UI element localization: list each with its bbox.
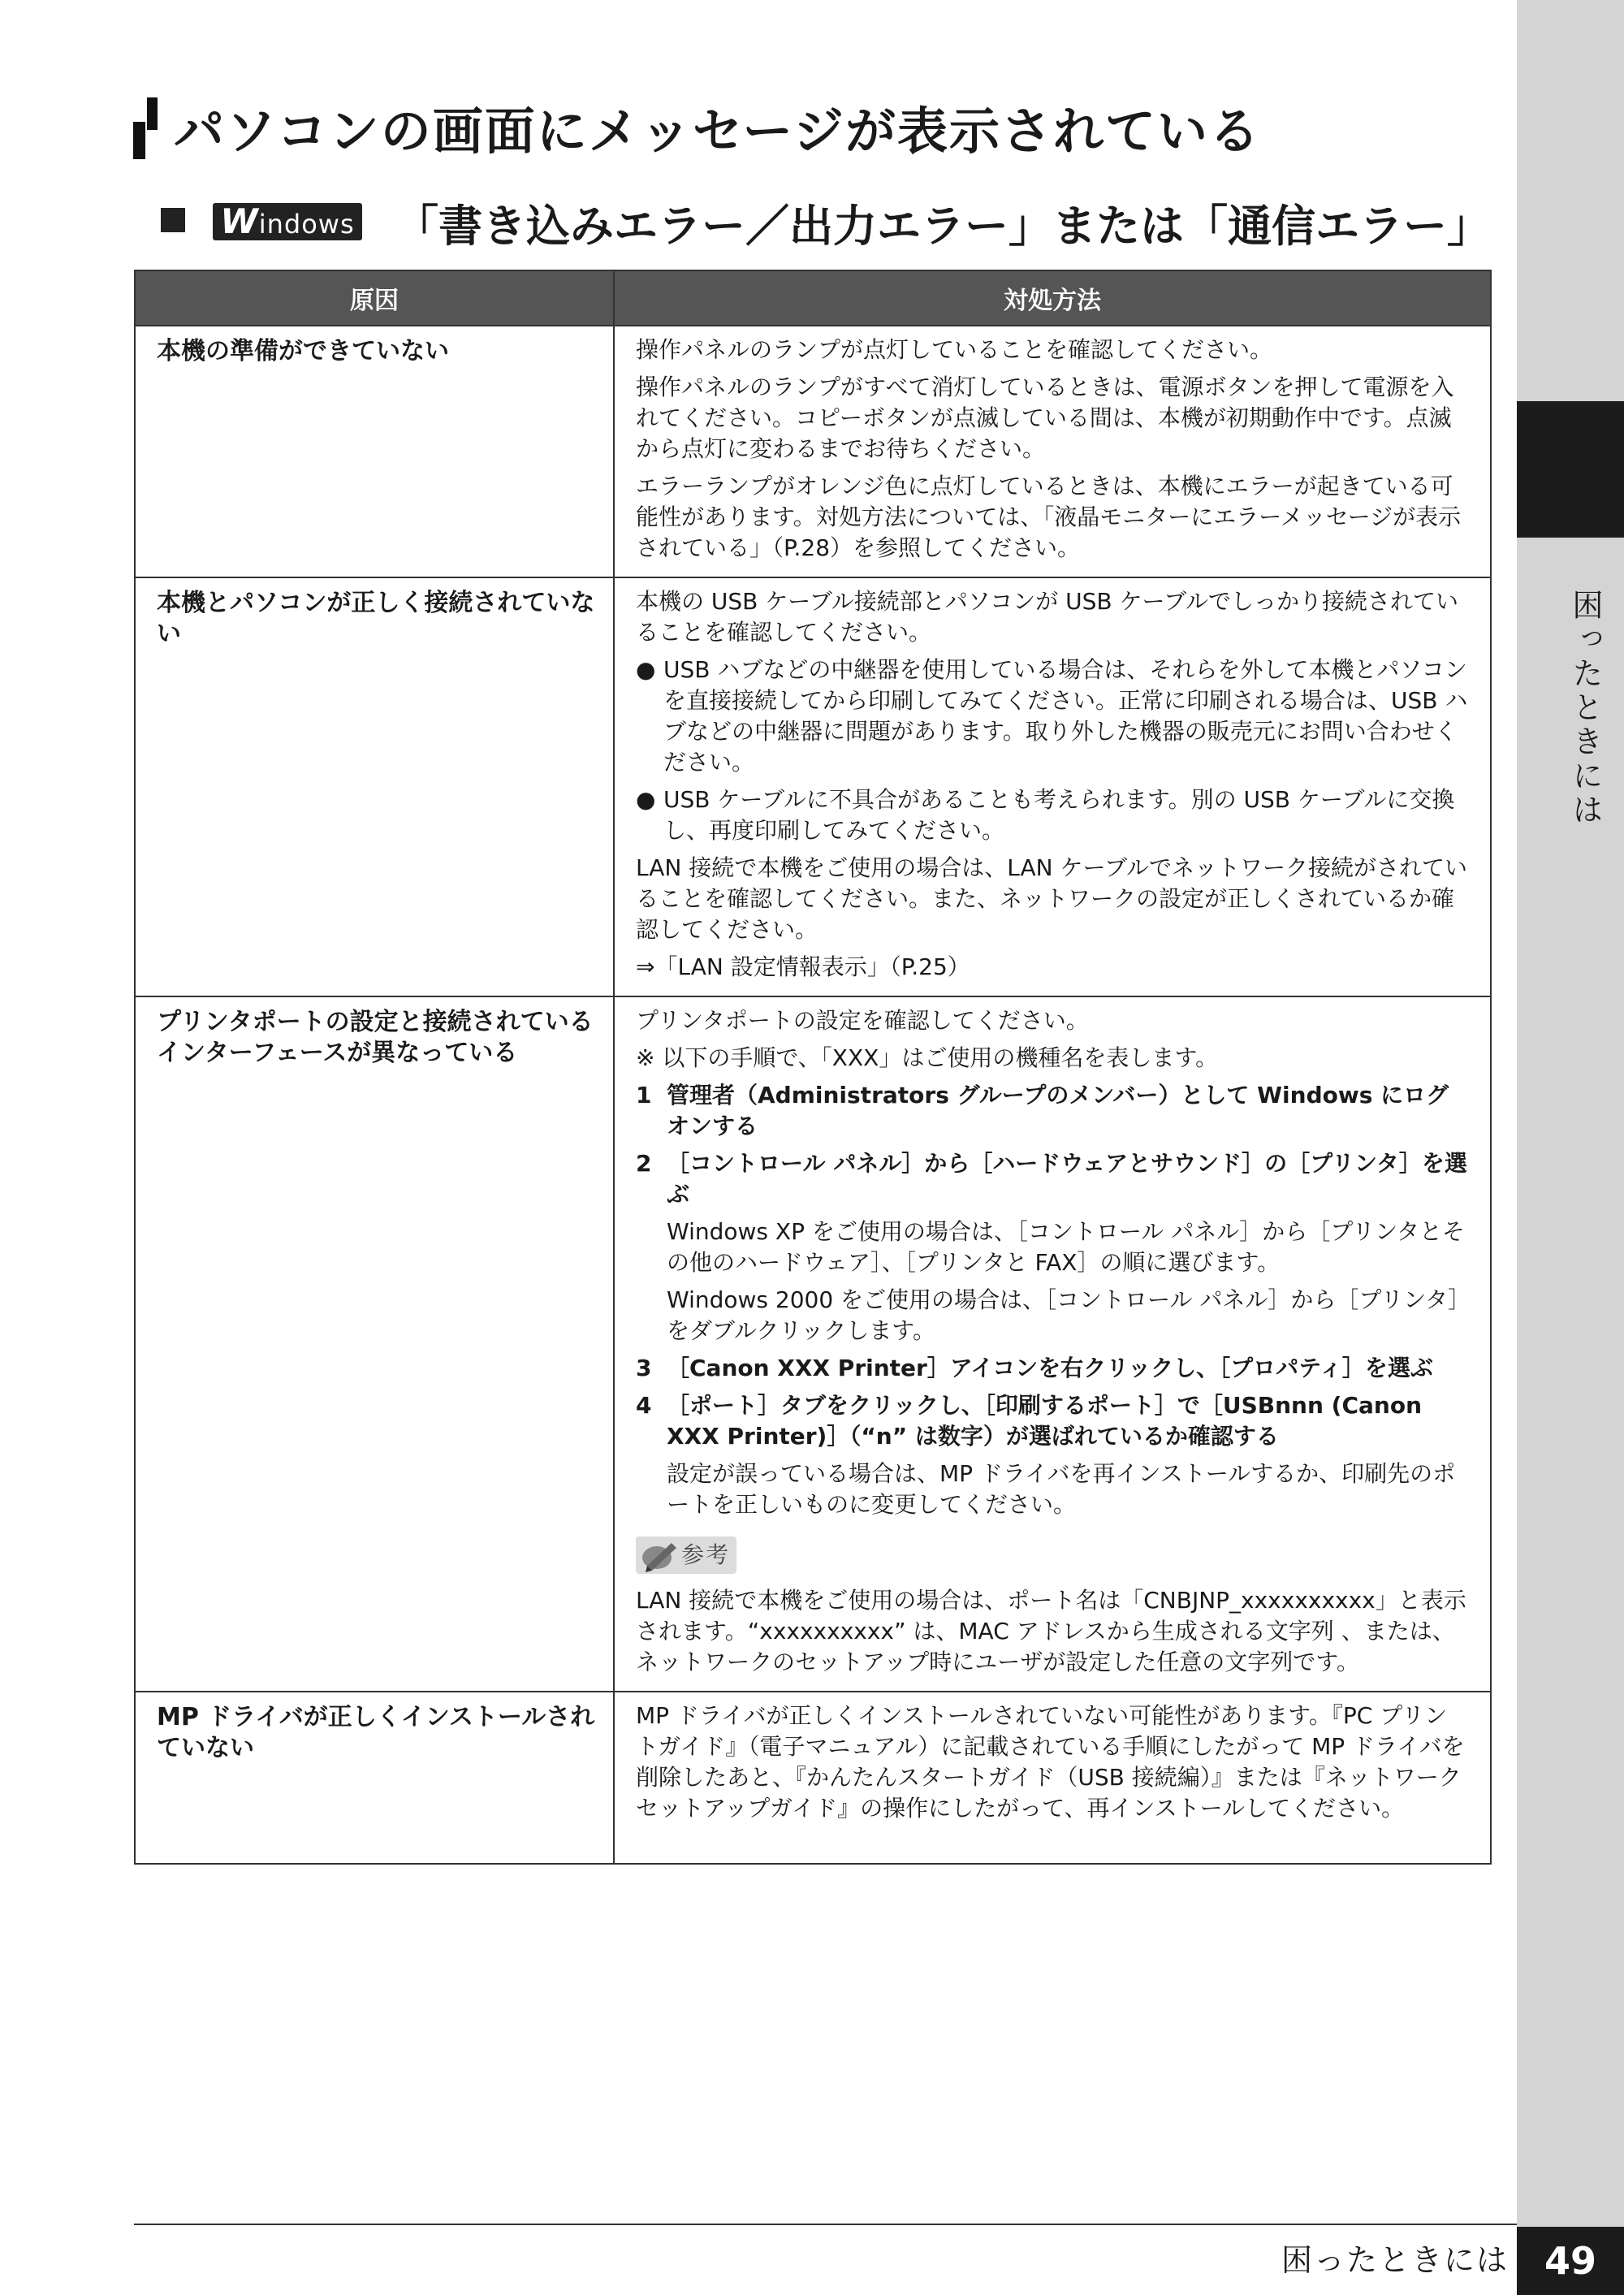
solution-text: 操作パネルのランプが点灯していることを確認してください。 <box>636 336 1273 363</box>
page-number: 49 <box>1517 2227 1624 2295</box>
bullet-text: USB ケーブルに不具合があることも考えられます。別の USB ケーブルに交換し、再度印刷してみてください。 <box>663 786 1455 844</box>
page-title: パソコンの画面にメッセージが表示されている <box>174 102 1262 161</box>
reference-badge <box>636 1536 736 1574</box>
bullet-dot-icon: ● <box>636 656 656 683</box>
solution-text: 本機の USB ケーブル接続部とパソコンが USB ケーブルでしっかり接続されていることを確認してください。 <box>636 588 1458 646</box>
table-row <box>135 577 1491 996</box>
step-detail: 設定が誤っている場合は、MP ドライバを再インストールするか、印刷先のポートを正しいものに変更してください。 <box>667 1460 1456 1518</box>
square-bullet-icon <box>161 208 185 232</box>
step-1 <box>636 1080 1469 1142</box>
step-detail: Windows 2000 をご使用の場合は、［コントロール パネル］から［プリンタ］をダブルクリックします。 <box>667 1286 1460 1344</box>
solution-text: 操作パネルのランプがすべて消灯しているときは、電源ボタンを押して電源を入れてください。コピーボタンが点滅している間は、本機が初期動作中です。点滅から点灯に変わるまでお待ちください。 <box>636 374 1454 462</box>
step-text: 管理者（Administrators グループのメンバー）として Windows にログオンする <box>667 1082 1449 1139</box>
solution-text: MP ドライバが正しくインストールされていない可能性があります。『PC プリントガイド』（電子マニュアル）に記載されている手順にしたがって MP ドライバを削除したあと、『かんたんスタートガイド（USB 接続編）』または『ネットワークセットアップガイド』の操作にしたがって、再インストールしてください。 <box>636 1702 1465 1822</box>
header-cause: 原因 <box>135 270 614 326</box>
step-3 <box>636 1353 1469 1384</box>
side-tab-strip <box>1517 0 1624 2295</box>
bullet-dot-icon: ● <box>636 786 656 813</box>
bullet-text: USB ハブなどの中継器を使用している場合は、それらを外して本機とパソコンを直接接続してから印刷してみてください。正常に印刷される場合は、USB ハブなどの中継器に問題があります。取り外した機器の販売元にお問い合わせください。 <box>663 656 1468 776</box>
step-4 <box>636 1390 1469 1452</box>
windows-badge-initial: W <box>220 201 259 241</box>
step-2 <box>636 1148 1469 1210</box>
footer-chapter-label: 困ったときには <box>1281 2242 1510 2278</box>
reference-text: LAN 接続で本機をご使用の場合は、ポート名は「CNBJNP_xxxxxxxxxx」と表示されます。“xxxxxxxxxx” は、MAC アドレスから生成される文字列 、または、ネットワークのセットアップ時にユーザが設定した任意の文字列です。 <box>636 1587 1466 1675</box>
bullet-item <box>636 655 1469 778</box>
lan-reference: ⇒「LAN 設定情報表示」（P.25） <box>636 953 970 980</box>
cause-cell: 本機とパソコンが正しく接続されていない <box>135 577 614 996</box>
solution-cell <box>614 1692 1491 1864</box>
xxx-note: ※ 以下の手順で、「XXX」はご使用の機種名を表します。 <box>636 1044 1219 1071</box>
solution-text: エラーランプがオレンジ色に点灯しているときは、本機にエラーが起きている可能性があります。対処方法については、「液晶モニターにエラーメッセージが表示されている」（P.28）を参照してください。 <box>636 473 1462 561</box>
lan-note: LAN 接続で本機をご使用の場合は、LAN ケーブルでネットワーク接続がされていることを確認してください。また、ネットワークの設定が正しくされているか確認してください。 <box>636 854 1467 943</box>
windows-badge-rest: indows <box>258 209 355 240</box>
table-header-row <box>135 270 1491 326</box>
step-number: 3 <box>636 1355 652 1381</box>
table-row <box>135 1692 1491 1864</box>
header-solution: 対処方法 <box>614 270 1491 326</box>
solution-cell <box>614 996 1491 1692</box>
troubleshooting-table <box>134 270 1492 1865</box>
step-number: 1 <box>636 1082 652 1109</box>
step-number: 4 <box>636 1392 652 1419</box>
reference-label: 参考 <box>681 1541 731 1568</box>
pencil-icon <box>639 1538 681 1572</box>
step-text: ［ポート］タブをクリックし、［印刷するポート］で［USBnnn (Canon XXX Printer)］（“n” は数字）が選ばれているか確認する <box>667 1392 1423 1450</box>
side-tab-marker <box>1517 401 1624 538</box>
cause-cell: 本機の準備ができていない <box>135 326 614 577</box>
solution-text: プリンタポートの設定を確認してください。 <box>636 1007 1089 1034</box>
step-text: ［Canon XXX Printer］アイコンを右クリックし、［プロパティ］を選ぶ <box>667 1355 1433 1381</box>
title-marker-icon <box>133 97 158 159</box>
table-row <box>135 996 1491 1692</box>
solution-cell <box>614 326 1491 577</box>
cause-cell: MP ドライバが正しくインストールされていない <box>135 1692 614 1864</box>
cause-cell: プリンタポートの設定と接続されているインターフェースが異なっている <box>135 996 614 1692</box>
windows-badge <box>213 203 362 240</box>
step-text: ［コントロール パネル］から［ハードウェアとサウンド］の［プリンタ］を選ぶ <box>667 1150 1467 1208</box>
footer-divider <box>134 2224 1517 2225</box>
solution-cell <box>614 577 1491 996</box>
table-row <box>135 326 1491 577</box>
section-title: 「書き込みエラー／出力エラー」または「通信エラー」 <box>395 201 1491 252</box>
step-number: 2 <box>636 1150 652 1177</box>
side-chapter-label: 困ったときには <box>1567 589 1603 828</box>
bullet-item <box>636 784 1469 846</box>
step-detail: Windows XP をご使用の場合は、［コントロール パネル］から［プリンタとその他のハードウェア］、［プリンタと FAX］の順に選びます。 <box>667 1218 1465 1276</box>
